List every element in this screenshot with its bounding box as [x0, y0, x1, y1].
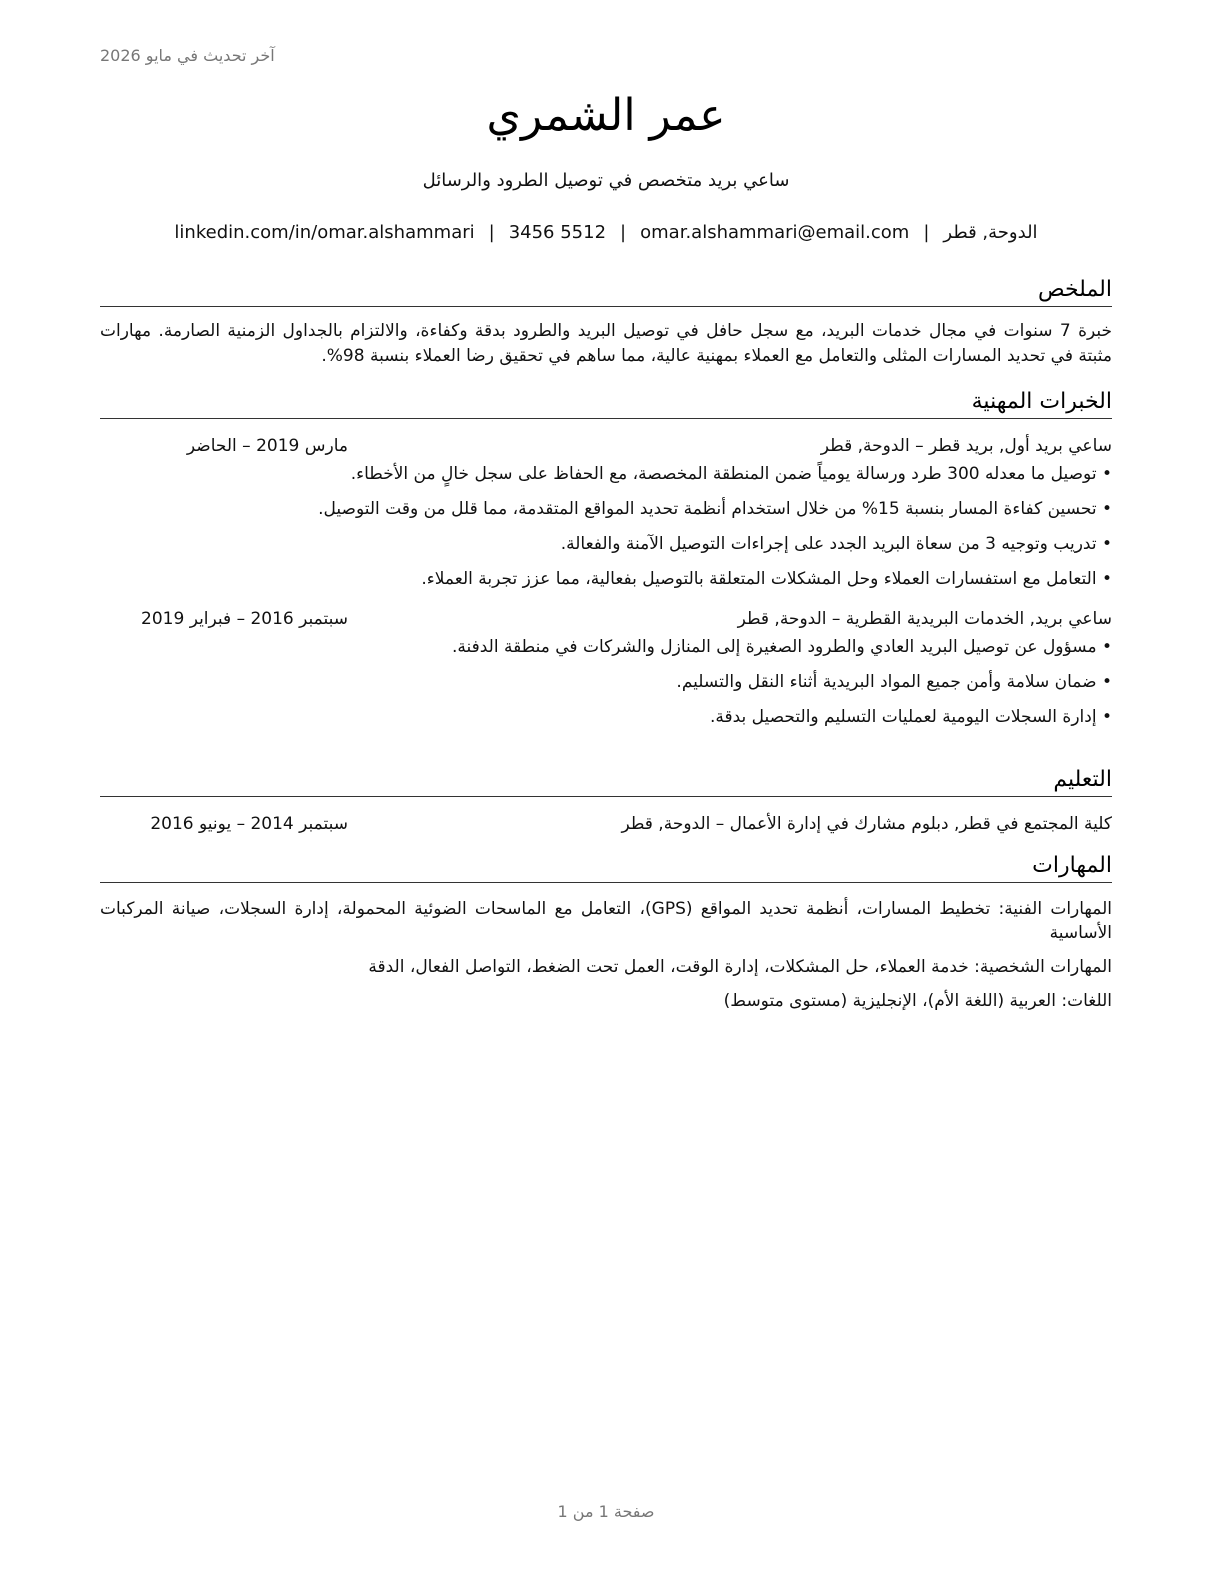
skills-technical: المهارات الفنية: تخطيط المسارات، أنظمة تحديد المواقع (GPS)، التعامل مع الماسحات الضوئية المحمولة، إدارة السجلات، صيانة المركبات الأساسية — [100, 899, 1113, 943]
job-bullet: • تحسين كفاءة المسار بنسبة 15% من خلال استخدام أنظمة تحديد المواقع المتقدمة، مما قلل من وقت التوصيل. — [100, 498, 1112, 520]
contact-location: الدوحة, قطر — [943, 222, 1038, 243]
summary-title: الملخص — [100, 276, 1112, 307]
job-heading: ساعي بريد, الخدمات البريدية القطرية – الدوحة, قطر — [737, 609, 1112, 629]
experience-section — [100, 388, 1112, 741]
job-header — [100, 608, 1112, 630]
skills-title: المهارات — [100, 852, 1112, 883]
contact-separator: | — [620, 222, 627, 243]
job-bullet: • تدريب وتوجيه 3 من سعاة البريد الجدد على إجراءات التوصيل الآمنة والفعالة. — [100, 533, 1112, 555]
experience-title: الخبرات المهنية — [100, 388, 1112, 419]
education-title: التعليم — [100, 766, 1112, 797]
job-bullet: • مسؤول عن توصيل البريد العادي والطرود الصغيرة إلى المنازل والشركات في منطقة الدفنة. — [100, 636, 1112, 658]
education-entry — [100, 813, 1112, 835]
skills-section — [100, 852, 1112, 1023]
summary-section — [100, 276, 1112, 369]
job-dates: سبتمبر 2016 – فبراير 2019 — [141, 609, 348, 629]
candidate-name: عمر الشمري — [486, 90, 726, 141]
contact-email[interactable]: omar.alshammari@email.com — [640, 222, 910, 243]
page-number: صفحة 1 من 1 — [557, 1502, 655, 1521]
job-entry — [100, 435, 1112, 590]
contact-separator: | — [923, 222, 930, 243]
job-bullets — [100, 636, 1112, 728]
job-bullets — [100, 463, 1112, 590]
job-bullet: • إدارة السجلات اليومية لعمليات التسليم والتحصيل بدقة. — [100, 706, 1112, 728]
contact-phone: 3456 5512 — [508, 222, 607, 243]
education-heading: كلية المجتمع في قطر, دبلوم مشارك في إدارة الأعمال – الدوحة, قطر — [621, 814, 1112, 834]
job-bullet: • التعامل مع استفسارات العملاء وحل المشكلات المتعلقة بالتوصيل بفعالية، مما عزز تجربة العملاء. — [100, 568, 1112, 590]
education-dates: سبتمبر 2014 – يونيو 2016 — [150, 814, 348, 834]
skills-languages: اللغات: العربية (اللغة الأم)، الإنجليزية (مستوى متوسط) — [723, 991, 1112, 1011]
skills-personal: المهارات الشخصية: خدمة العملاء، حل المشكلات، إدارة الوقت، العمل تحت الضغط، التواصل الفعال، الدقة — [368, 957, 1112, 977]
job-heading: ساعي بريد أول, بريد قطر – الدوحة, قطر — [820, 436, 1112, 456]
job-bullet: • ضمان سلامة وأمن جميع المواد البريدية أثناء النقل والتسليم. — [100, 671, 1112, 693]
job-entry — [100, 608, 1112, 728]
contact-linkedin[interactable]: linkedin.com/in/omar.alshammari — [174, 222, 475, 243]
contact-line — [100, 222, 1112, 243]
summary-text: خبرة 7 سنوات في مجال خدمات البريد، مع سجل حافل في توصيل البريد والطرود بدقة وكفاءة، والالتزام بالجداول الزمنية الصارمة. مهارات مثبتة في تحديد المسارات المثلى والتعامل مع العملاء بمهنية عالية، مما ساهم في تحقيق رضا العملاء بنسبة 98%. — [100, 321, 1112, 366]
resume-page — [100, 0, 1112, 1584]
candidate-subtitle: ساعي بريد متخصص في توصيل الطرود والرسائل — [422, 170, 790, 191]
job-header — [100, 435, 1112, 457]
contact-separator: | — [488, 222, 495, 243]
education-section — [100, 766, 1112, 835]
job-dates: مارس 2019 – الحاضر — [186, 436, 348, 456]
job-bullet: • توصيل ما معدله 300 طرد ورسالة يومياً ضمن المنطقة المخصصة، مع الحفاظ على سجل خالٍ من الأخطاء. — [100, 463, 1112, 485]
last-updated-note: آخر تحديث في مايو 2026 — [100, 46, 275, 65]
